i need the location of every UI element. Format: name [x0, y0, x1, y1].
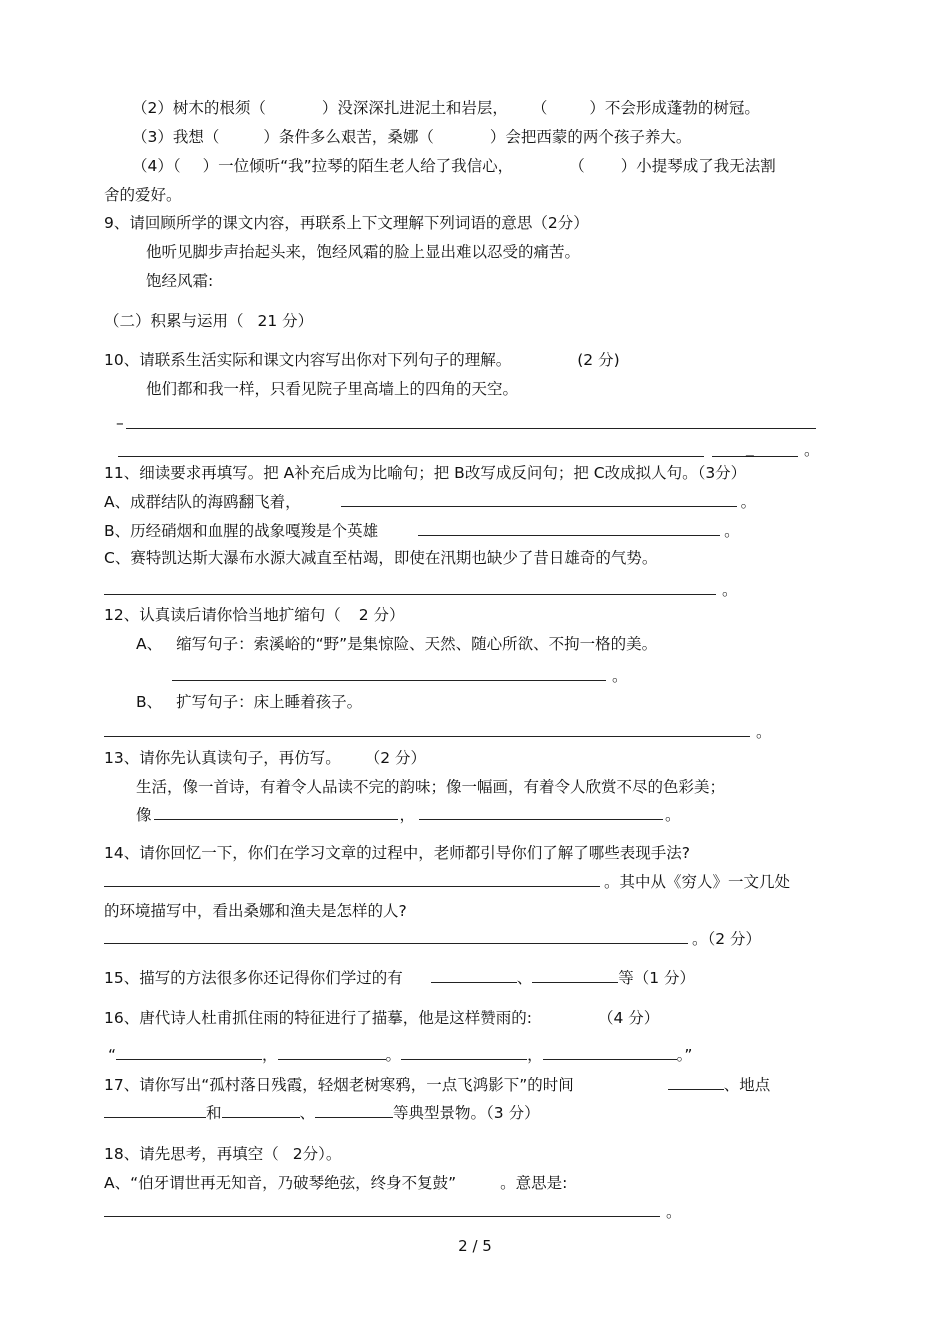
q12-b-end: 。	[756, 723, 772, 741]
q15-line: 15、描写的方法很多你还记得你们学过的有 、 等（1 分）	[104, 969, 696, 987]
q13-title: 13、请你先认真读句子，再仿写。 （2 分）	[104, 749, 427, 767]
q10-dash: –	[116, 414, 124, 432]
q14-line-3: 的环境描写中，看出桑娜和渔夫是怎样的人?	[104, 902, 407, 920]
q16-blank-2[interactable]	[278, 1045, 386, 1060]
section-2-title: （二）积累与运用（ 21 分）	[104, 312, 314, 330]
q16-blank-3[interactable]	[401, 1045, 527, 1060]
q11-c-end: 。	[722, 581, 738, 599]
q12-a-end: 。	[612, 667, 628, 685]
q13-blank-1[interactable]	[154, 805, 398, 820]
q12-b-blank[interactable]	[104, 736, 750, 737]
q14-blank-1[interactable]	[104, 872, 600, 887]
q10-end: 。	[804, 441, 820, 459]
q18-a-blank[interactable]	[104, 1216, 660, 1217]
q16-blank-4[interactable]	[543, 1045, 677, 1060]
q11-item-a: A、成群结队的海鸥翻飞着， 。	[104, 493, 757, 511]
q10-answer-line-2a[interactable]	[118, 456, 704, 457]
q16-title: 16、唐代诗人杜甫抓住雨的特征进行了描摹，他是这样赞雨的: （4 分）	[104, 1009, 660, 1027]
q11-item-b: B、历经硝烟和血腥的战象嘎羧是个英雄 。	[104, 522, 740, 540]
q18-a-end: 。	[666, 1203, 682, 1221]
q10-answer-line-2b[interactable]	[712, 456, 798, 457]
q11-b-blank[interactable]	[418, 521, 720, 536]
q18-item-a: A、“伯牙谓世再无知音，乃破琴绝弦，终身不复鼓” 。意思是:	[104, 1174, 568, 1192]
q17-place-blank[interactable]	[104, 1103, 206, 1118]
q10-sentence: 他们都和我一样，只看见院子里高墙上的四角的天空。	[146, 380, 519, 398]
q12-title: 12、认真读后请你恰当地扩缩句（ 2 分）	[104, 606, 405, 624]
q8-line-3: （3）我想（ ）条件多么艰苦，桑娜（ ）会把西蒙的两个孩子养大。	[132, 128, 692, 146]
q17-line-2: 和 、 等典型景物。（3 分）	[104, 1103, 540, 1123]
q14-line-2: 。其中从《穷人》一文几处	[104, 872, 790, 892]
q15-blank-2[interactable]	[532, 968, 618, 983]
q12-item-b: B、 扩写句子：床上睡着孩子。	[136, 693, 363, 711]
q17-line-1: 17、请你写出“孤村落日残霞，轻烟老树寒鸦，一点飞鸿影下”的时间 、地点	[104, 1076, 771, 1094]
q9-word: 饱经风霜:	[146, 272, 214, 290]
q12-a-blank[interactable]	[172, 680, 606, 681]
q9-title: 9、请回顾所学的课文内容，再联系上下文理解下列词语的意思（2分）	[104, 214, 589, 232]
q11-c-blank[interactable]	[104, 594, 716, 595]
q8-line-5: 舍的爱好。	[104, 186, 182, 204]
q15-blank-1[interactable]	[431, 968, 517, 983]
q17-time-blank[interactable]	[668, 1075, 724, 1090]
q14-title: 14、请你回忆一下，你们在学习文章的过程中，老师都引导你们了解了哪些表现手法?	[104, 844, 690, 862]
q13-imitation: 像 ， 。	[136, 806, 681, 824]
q11-item-c: C、赛特凯达斯大瀑布水源大减直至枯竭，即使在汛期也缺少了昔日雄奇的气势。	[104, 549, 658, 567]
q10-answer-line-1[interactable]	[126, 428, 816, 429]
q10-title: 10、请联系生活实际和课文内容写出你对下列句子的理解。 (2 分)	[104, 351, 620, 369]
q13-sentence: 生活，像一首诗，有着令人品读不完的韵味；像一幅画，有着令人欣赏不尽的色彩美；	[136, 778, 726, 796]
q13-blank-2[interactable]	[419, 805, 663, 820]
q16-answer: “ ， 。 ， 。”	[108, 1046, 693, 1064]
q11-title: 11、细读要求再填写。把 A补充后成为比喻句；把 B改写成反问句；把 C改成拟人句。（3分）	[104, 464, 747, 482]
q8-line-2: （2）树木的根须（ ）没深深扎进泥土和岩层， （ ）不会形成蓬勃的树冠。	[132, 99, 760, 117]
q18-title: 18、请先思考，再填空（ 2分）。	[104, 1145, 342, 1163]
q16-blank-1[interactable]	[116, 1045, 262, 1060]
q9-sentence: 他听见脚步声抬起头来，饱经风霜的脸上显出难以忍受的痛苦。	[146, 243, 581, 261]
q8-line-4: （4）（ ）一位倾听“我”拉琴的陌生老人给了我信心， （ ）小提琴成了我无法割	[132, 157, 776, 175]
page-number: 2 / 5	[458, 1237, 492, 1255]
q11-a-blank[interactable]	[341, 492, 737, 507]
q10-mid-mark: _	[746, 439, 754, 457]
q12-item-a: A、 缩写句子：索溪峪的“野”是集惊险、天然、随心所欲、不拘一格的美。	[136, 635, 658, 653]
q14-line-4: 。（2 分）	[104, 929, 761, 949]
q17-scene-blank-1[interactable]	[222, 1103, 300, 1118]
q14-blank-2[interactable]	[104, 929, 688, 944]
q17-scene-blank-2[interactable]	[315, 1103, 393, 1118]
